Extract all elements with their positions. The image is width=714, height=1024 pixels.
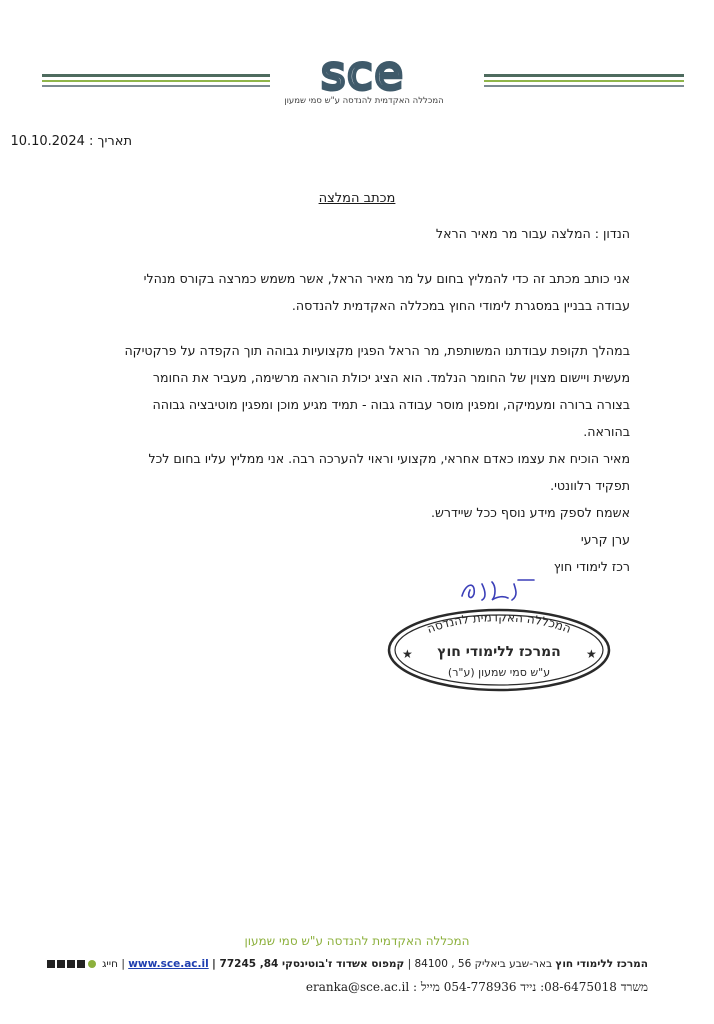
- header-line-right-dark: [484, 74, 684, 77]
- letter-title: מכתב המלצה: [318, 191, 396, 206]
- date-label: תאריך :: [89, 134, 132, 149]
- date-value: 10.10.2024: [10, 134, 85, 149]
- paragraph-1-line-1: אני כותב מכתב זה כדי להמליץ בחום על מר מאיר הראל, אשר משמש כמרצה בקורס מנהלי: [143, 271, 630, 286]
- paragraph-2-line-1: במהלך תקופת עבודתנו המשותפת, מר הראל הפגין מקצועיות גבוהה תוך הקפדה על פרקטיקה: [124, 343, 630, 358]
- paragraph-4: אשמח לספק מידע נוסף ככל שיידרש.: [430, 505, 630, 520]
- footer-website-link[interactable]: www.sce.ac.il: [128, 958, 209, 970]
- paragraph-1-line-2: עבודה בבניין במסגרת לימודי החוץ במכללה האקדמית להנדסה.: [291, 298, 630, 313]
- stamp-star-left-icon: ★: [402, 647, 413, 661]
- footer-social-label: | חייג: [102, 958, 125, 970]
- date-line: [10, 134, 132, 149]
- institution-subtitle: המכללה האקדמית להנדסה ע"ש סמי שמעון: [284, 96, 444, 106]
- header-line-left-dark: [42, 74, 270, 77]
- paragraph-3-line-1: מאיר הוכיח את עצמו כאדם אחראי, מקצועי וראוי להערכה רבה. אני ממליץ עליו בחום לכל: [148, 451, 630, 466]
- footer-beersheba: באר-שבע ביאליק 56 , 84100 |: [407, 958, 553, 970]
- stamp-line-2: המרכז ללימודי חוץ: [437, 644, 561, 660]
- footer-ashdod: קמפוס אשדוד ז'בוטינסקי 84, 77245 |: [212, 958, 405, 970]
- header-line-left-grey: [42, 85, 270, 87]
- footer-institution: המכללה האקדמית להנדסה ע"ש סמי שמעון: [244, 934, 470, 948]
- header-line-right-green: [484, 80, 684, 82]
- paragraph-2-line-3: בצורה ברורה ומעמיקה, ומפגין מוסר עבודה גבוה - תמיד מגיע מוכן ומפגין מוטיבציה גבוהה: [152, 397, 630, 412]
- signer-title: רכז לימודי חוץ: [553, 559, 630, 574]
- stamp-line-1: המכללה האקדמית להנדסה: [424, 610, 574, 637]
- footer-contact: משרד 08-6475018: נייד 054-778936 מייל : eranka@sce.ac.il: [305, 980, 648, 994]
- sce-logo: [286, 55, 440, 95]
- signer-name: ערן קרעי: [580, 532, 630, 547]
- letter-body: [10, 220, 630, 580]
- logo-text: sce: [321, 55, 405, 95]
- paragraph-2-line-4: בהוראה.: [583, 424, 630, 439]
- social-media-icons[interactable]: [47, 959, 99, 969]
- letter-subject: הנדון : המלצה עבור מר מאיר הראל: [435, 226, 630, 241]
- paragraph-2-line-2: מעשית ויישום מצוין של החומר הנלמד. הוא הציג יכולת הוראה מרשימה, מעביר את החומר: [152, 370, 630, 385]
- header-line-right-grey: [484, 85, 684, 87]
- footer-center-name: המרכז ללימודי חוץ: [555, 958, 648, 970]
- official-stamp: [384, 600, 614, 692]
- stamp-line-3: ע"ש סמי שמעון (ע"ר): [447, 666, 551, 679]
- footer-address: [47, 958, 648, 970]
- stamp-star-right-icon: ★: [586, 647, 597, 661]
- header-line-left-green: [42, 80, 270, 82]
- paragraph-3-line-2: תפקיד רלוונטי.: [550, 478, 630, 493]
